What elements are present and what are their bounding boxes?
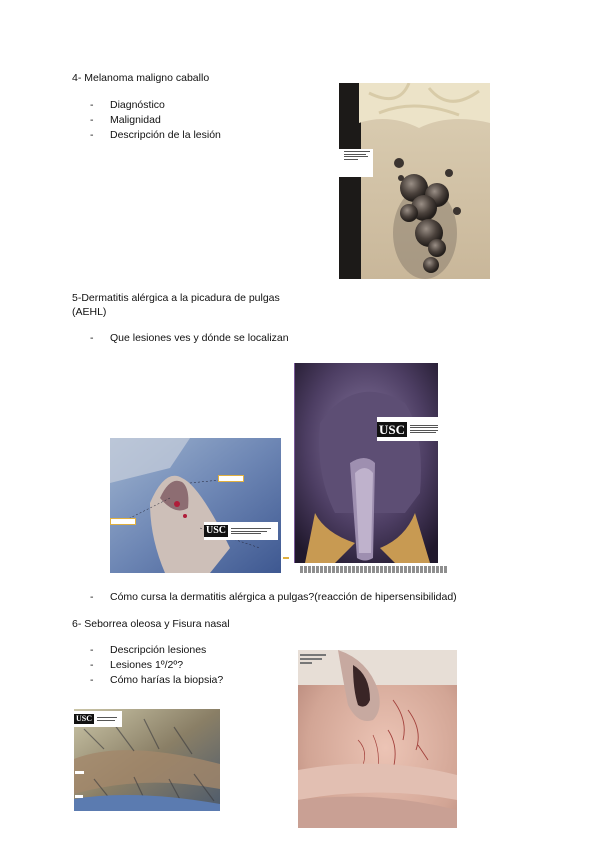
annotation-tag — [218, 475, 244, 482]
caption-label — [75, 771, 84, 774]
cropped-caption — [300, 566, 448, 573]
list-item: - Cómo harías la biopsia? — [72, 673, 223, 688]
caption-label — [300, 654, 330, 668]
usc-label — [377, 417, 438, 441]
section-4-list — [72, 98, 221, 143]
list-item: - Lesiones 1º/2º? — [72, 658, 223, 673]
annotation-tag — [110, 518, 136, 525]
divider — [283, 557, 289, 559]
melanoma-photo — [339, 83, 490, 279]
usc-logo-icon: USC — [76, 714, 93, 723]
seborrhea-photo — [74, 709, 220, 811]
list-item: - Descripción lesiones — [72, 643, 223, 658]
caption-label — [339, 149, 373, 177]
section-6-list — [72, 643, 223, 688]
list-item: - Cómo cursa la dermatitis alérgica a pulgas?(reacción de hipersensibilidad) — [72, 590, 457, 605]
list-item: - Descripción de la lesión — [72, 128, 221, 143]
caption-label — [75, 795, 83, 798]
flea-dermatitis-back-photo — [110, 438, 281, 573]
usc-label — [74, 711, 122, 727]
list-item: - Malignidad — [72, 113, 221, 128]
section-5-title-line1: 5-Dermatitis alérgica a la picadura de pulgas — [72, 292, 280, 304]
section-4-title: 4- Melanoma maligno caballo — [72, 72, 210, 84]
nasal-fissure-photo — [298, 650, 457, 828]
usc-label — [204, 522, 278, 540]
section-5-title-line2: (AEHL) — [72, 306, 107, 318]
usc-logo-icon: USC — [206, 525, 227, 536]
section-6-title: 6- Seborrea oleosa y Fisura nasal — [72, 618, 230, 630]
list-item: - Que lesiones ves y dónde se localizan — [72, 331, 289, 346]
usc-logo-icon: USC — [379, 421, 406, 437]
section-5-followup — [72, 590, 457, 605]
section-5-list — [72, 331, 289, 346]
list-item: - Diagnóstico — [72, 98, 221, 113]
flea-dermatitis-tail-photo — [294, 363, 438, 563]
